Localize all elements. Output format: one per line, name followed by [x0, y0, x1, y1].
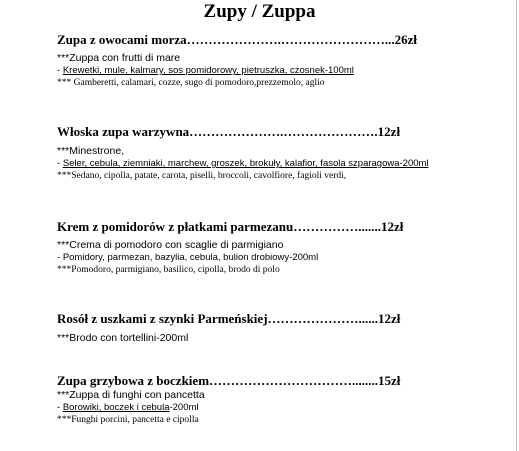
item-heading: Zupa z owocami morza………………….……………………...26zł [57, 32, 418, 47]
pl-rest: -200ml [169, 402, 199, 413]
item-polish-ingredients [57, 158, 457, 170]
pl-underlined: Seler, cebula, ziemniaki, marchew, groszek, brokuły, kalafior, fasola szparagowa-200ml [62, 158, 429, 169]
pl-prefix: - [57, 402, 63, 413]
item-polish-ingredients [57, 65, 457, 77]
item-heading: Rosół z uszkami z szynki Parmeńskiej…………………......12zł [57, 311, 401, 326]
pl-prefix: - [57, 158, 63, 169]
pl-underlined: Krewetki, mule, kalmary, sos pomidorowy, pietruszka, czosnek-100ml [62, 65, 354, 76]
item-polish-ingredients [57, 402, 457, 414]
menu-item-tomato-cream [57, 219, 457, 276]
pl-rest: Pomidory, parmezan, bazylia, cebula, bulion drobiowy-200ml [62, 252, 319, 263]
item-polish-ingredients [57, 252, 457, 264]
item-italian-name: ***Zuppa di funghi con pancetta [57, 389, 205, 401]
item-italian-name: ***Minestrone, [57, 145, 125, 157]
page-title: Zupy / Zuppa [203, 1, 316, 22]
page-edge-divider [516, 0, 517, 451]
item-italian-name: ***Brodo con tortellini-200ml [57, 332, 189, 344]
item-italian-name: ***Crema di pomodoro con scaglie di parmigiano [57, 239, 284, 251]
item-italian-name: ***Zuppa con frutti di mare [57, 52, 181, 64]
pl-prefix: - [57, 65, 63, 76]
item-italian-ingredients: ***Sedano, cipolla, patate, carota, piselli, broccoli, cavolfiore, fagioli verdi, [57, 171, 347, 181]
item-italian-ingredients: ***Pomodoro, parmigiano, basilico, cipolla, brodo di polo [57, 265, 280, 275]
menu-item-mushroom-soup [57, 373, 457, 426]
item-heading: Włoska zupa warzywna………………….………………….12zł [57, 124, 401, 139]
item-italian-ingredients: *** Gamberetti, calamari, cozze, sugo di pomodoro,prezzemolo, aglio [57, 78, 325, 88]
menu-item-seafood-soup [57, 32, 457, 89]
pl-prefix: - [57, 252, 63, 263]
item-italian-ingredients: ***Funghi porcini, pancetta e cipolla [57, 415, 199, 425]
item-heading: Zupa grzybowa z boczkiem……………………………........15zł [57, 373, 401, 388]
menu-item-broth-tortellini [57, 311, 457, 345]
item-heading: Krem z pomidorów z płatkami parmezanu…………….......12zł [57, 219, 404, 234]
menu-item-minestrone [57, 124, 457, 182]
pl-underlined: Borowiki, boczek i cebula [62, 402, 170, 413]
